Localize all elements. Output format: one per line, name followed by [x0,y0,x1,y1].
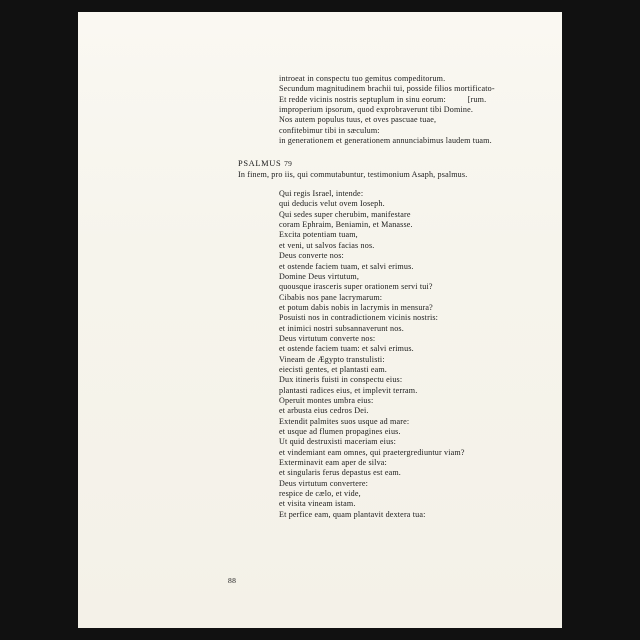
verse-line: et potum dabis nobis in lacrymis in mensura? [279,302,433,312]
verse-line: et vindemiant eam omnes, qui praetergrediuntur viam? [279,447,465,457]
verse-line: eiecisti gentes, et plantasti eam. [279,364,387,374]
psalm-heading-label: PSALMUS [238,159,282,169]
verse-line: Cibabis nos pane lacrymarum: [279,292,383,302]
verse-line: Deus virtutum converte nos: [279,333,376,343]
verse-line: Ut quid destruxisti maceriam eius: [279,437,396,447]
verse-line: Dux itineris fuisti in conspectu eius: [279,375,403,385]
text-line: Nos autem populus tuus, et oves pascuae tuae, [279,115,437,125]
psalm-heading [238,159,553,169]
text-line: introeat in conspectu tuo gemitus compeditorum. [279,74,446,83]
verse-line: et usque ad flumen propagines eius. [279,427,401,436]
verse-line: Domine Deus virtutum, [279,271,360,281]
verse-line: coram Ephraim, Beniamin, et Manasse. [279,220,413,230]
verse-line: Deus converte nos: [279,251,344,261]
verse-line: Excita potentiam tuam, [279,230,358,240]
verse-line: Posuisti nos in contradictionem vicinis nostris: [279,313,439,323]
verse-line: Vineam de Ægypto transtulisti: [279,354,385,364]
text-line: Et redde vicinis nostris septuplum in sinu eorum: [rum. [279,94,487,104]
verse-line: et inimici nostri subsannaverunt nos. [279,323,404,333]
verse-line: respice de cælo, et vide, [279,489,361,499]
verse-line: Deus virtutum convertere: [279,478,369,488]
verse-line: quousque irasceris super orationem servi tui? [279,282,433,292]
verse-line: Exterminavit eam aper de silva: [279,458,387,468]
verse-line: et arbusta eius cedros Dei. [279,406,369,416]
verse-line: et ostende faciem tuam: et salvi erimus. [279,344,414,354]
text-line: improperium ipsorum, quod exprobraverunt tibi Domine. [279,105,474,115]
text-line: in generationem et generationem annunciabimus laudem tuam. [279,136,492,146]
book-page [78,12,562,628]
psalm-subtitle: In finem, pro iis, qui commutabuntur, testimonium Asaph, psalmus. [238,169,468,179]
page-number: 88 [228,576,237,585]
psalm-heading-number: 79 [284,159,293,169]
spacer [263,180,553,189]
verse-line: et singularis ferus depastus est eam. [279,468,401,478]
text-line: confitebimur tibi in sæculum: [279,125,380,135]
verse-line: qui deducis velut ovem Ioseph. [279,199,385,209]
text-line: Secundum magnitudinem brachii tui, posside filios mortificato- [279,84,495,94]
verse-line: plantasti radices eius, et implevit terram. [279,385,418,395]
verse-line: Operuit montes umbra eius: [279,395,374,405]
psalm-header-group [238,159,553,180]
spacer [263,146,553,159]
opening-paragraph [279,74,553,146]
verse-line: Et perfice eam, quam plantavit dextera tua: [279,509,426,519]
verse-line: et veni, ut salvos facias nos. [279,240,375,250]
page-text-column [238,74,553,520]
psalm-verses [279,189,553,520]
verse-line: Qui regis Israel, intende: [279,189,364,199]
verse-line: Extendit palmites suos usque ad mare: [279,416,410,426]
verse-line: et visita vineam istam. [279,499,356,509]
verse-line: Qui sedes super cherubim, manifestare [279,209,411,219]
verse-line: et ostende faciem tuam, et salvi erimus. [279,261,414,271]
